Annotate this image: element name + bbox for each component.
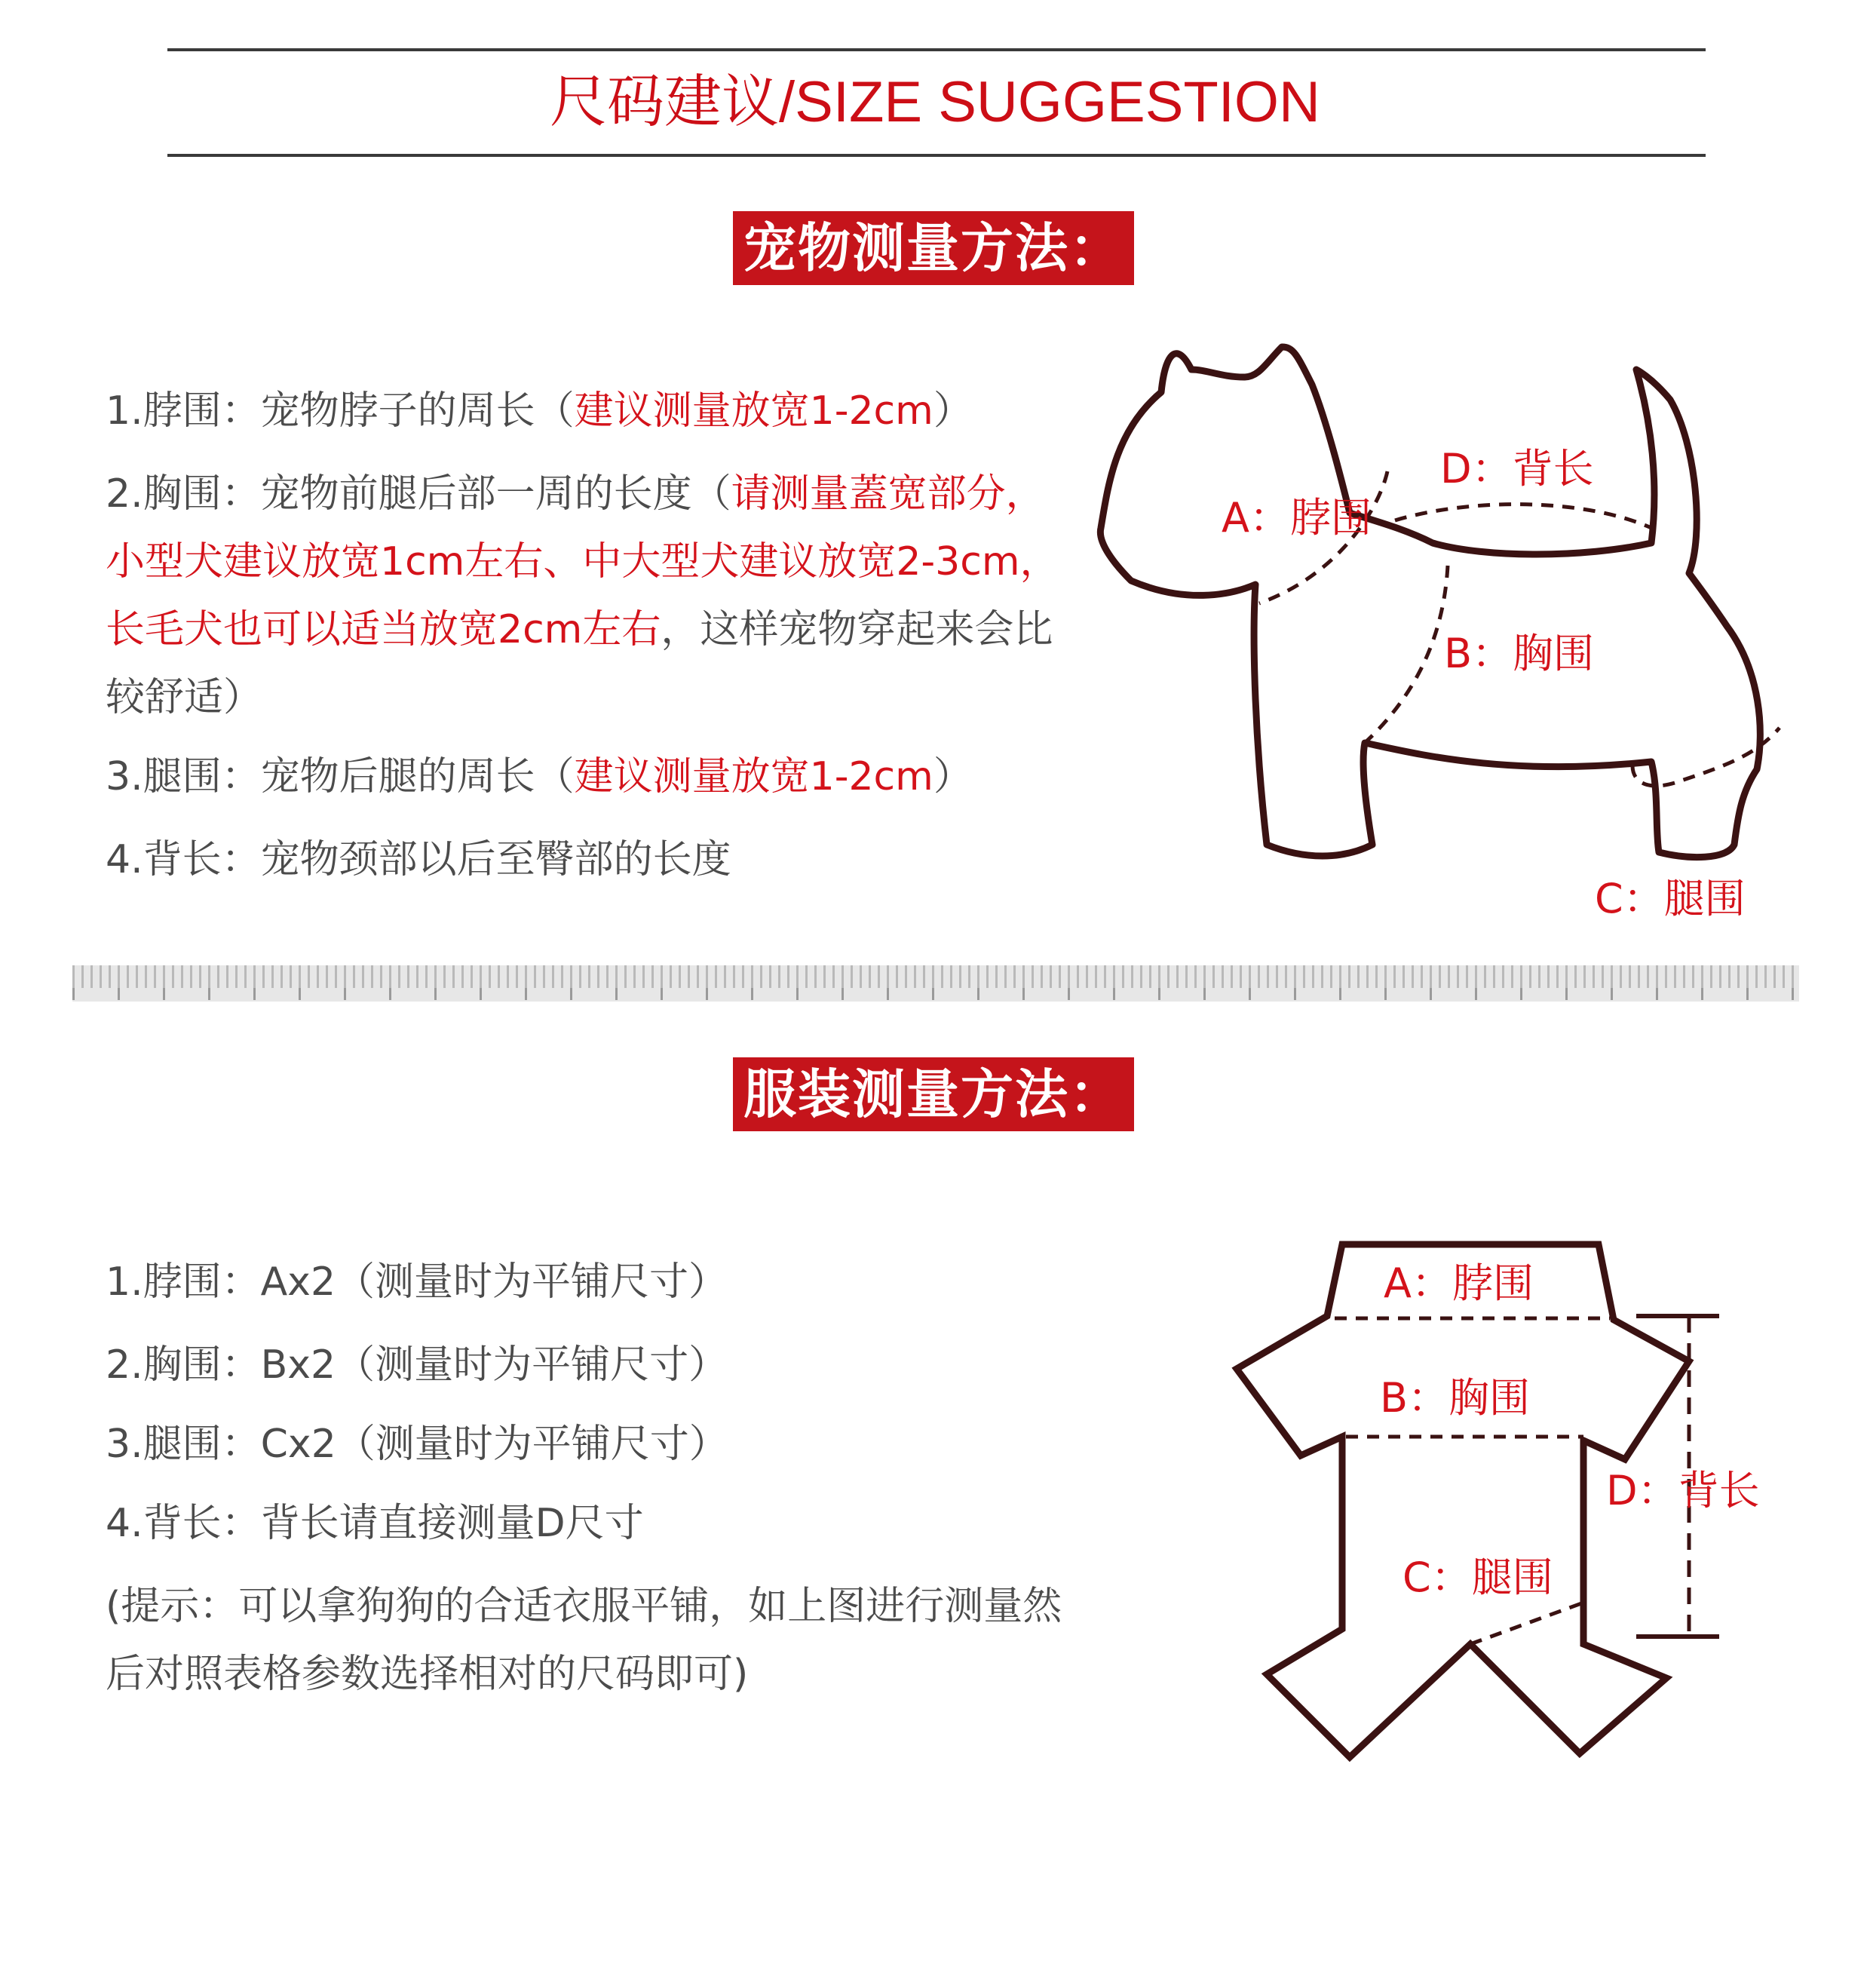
dog-outline [1100,347,1760,857]
garment-label-leg: C：腿围 [1402,1554,1553,1601]
dog-label-chest: B：胸围 [1444,630,1595,677]
clothing-section-banner: 服装测量方法： [733,1057,1134,1131]
dog-label-neck: A：脖围 [1222,494,1372,541]
clothing-item-leg: 3.腿围：Cx2（测量时为平铺尺寸） [106,1422,728,1467]
pet-item-chest: 2.胸围：宠物前腿后部一周的长度（请测量蓋宽部分，小型犬建议放宽1cm左右、中大型犬建议放宽2-3cm，长毛犬也可以适当放宽2cm左右，这样宠物穿起来会比较舒适） [106,471,1059,720]
pet-item-neck: 1.脖围：宠物脖子的周长（建议测量放宽1-2cm） [106,388,973,434]
garment-label-chest: B：胸围 [1380,1374,1531,1422]
pet-item-back: 4.背长：宠物颈部以后至臀部的长度 [106,837,731,882]
dog-chest-dashline [1365,566,1448,743]
pet-item-leg: 3.腿围：宠物后腿的周长（建议测量放宽1-2cm） [106,754,973,799]
clothing-item-neck: 1.脖围：Ax2（测量时为平铺尺寸） [106,1259,728,1305]
dog-back-dashline [1395,505,1651,528]
dog-leg-dashline [1632,728,1780,786]
garment-label-back: D：背长 [1606,1467,1760,1514]
ruler-divider [72,965,1799,1002]
header-bottom-rule [167,154,1706,157]
page-title: 尺码建议/SIZE SUGGESTION [550,70,1320,134]
clothing-item-back: 4.背长：背长请直接测量D尺寸 [106,1501,644,1546]
dog-label-back: D：背长 [1440,445,1594,492]
clothing-tip: (提示：可以拿狗狗的合适衣服平铺，如上图进行测量然后对照表格参数选择相对的尺码即可) [106,1584,1062,1697]
dog-label-leg: C：腿围 [1595,875,1746,922]
header-top-rule [167,48,1706,51]
dog-neck-dashline [1259,471,1387,603]
garment-label-neck: A：脖围 [1384,1259,1534,1307]
garment-outline [1237,1244,1689,1757]
garment-leg-dashline [1470,1603,1583,1644]
pet-section-banner: 宠物测量方法： [733,211,1134,285]
clothing-item-chest: 2.胸围：Bx2（测量时为平铺尺寸） [106,1342,728,1388]
